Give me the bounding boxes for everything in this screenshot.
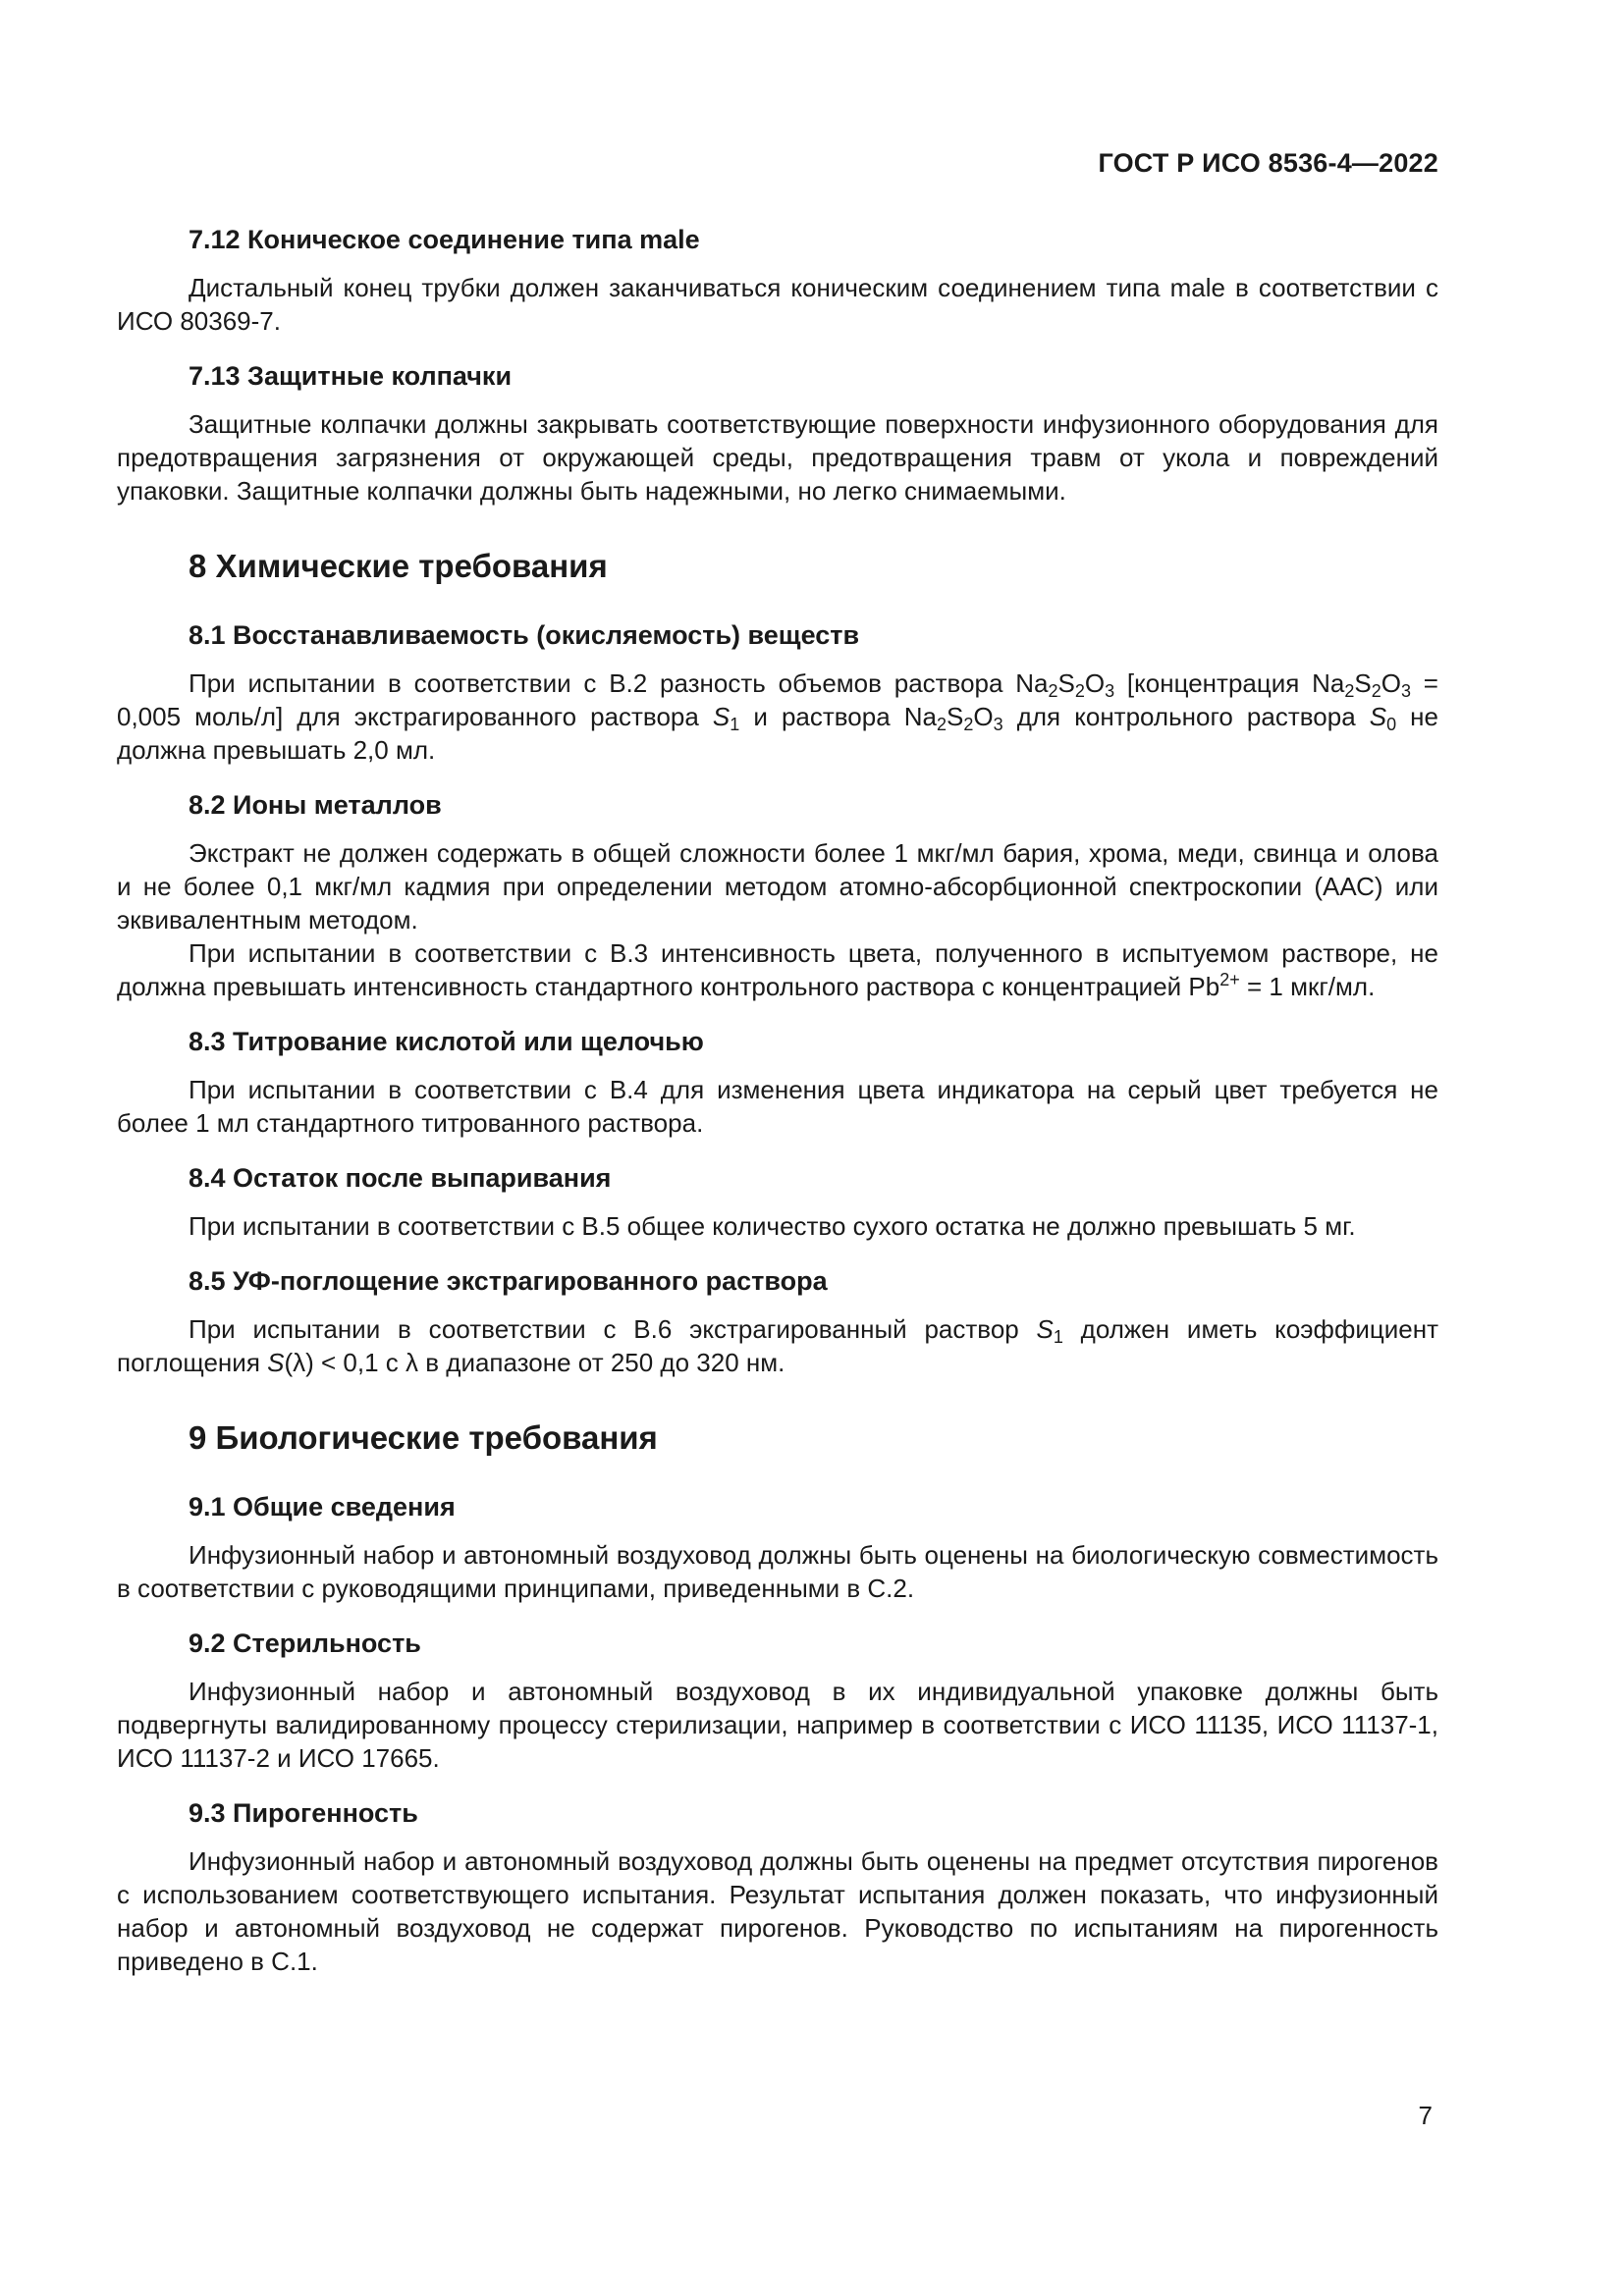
subsection-8-1-text: При испытании в соответствии с В.2 разность объемов раствора $Na_2S_2O_3$ [концентрация $Na_2S_2O_3 = 0,005$ моль/л] для экстрагированного раствора $S_1$ и раствора $Na_2S_2O_3$ для контрольного раствора $S_0$ не должна превышать 2,0 мл. xyxy=(117,668,1438,765)
subsection-7-12-text: Дистальный конец трубки должен заканчиваться коническим соединением типа male в соответствии с ИСО 80369-7. xyxy=(117,273,1438,336)
subsection-8-4-text: При испытании в соответствии с В.5 общее количество сухого остатка не должно превышать 5 мг. xyxy=(189,1211,1356,1241)
subsection-9-2-text: Инфузионный набор и автономный воздуховод в их индивидуальной упаковке должны быть подвергнуты валидированному процессу стерилизации, например в соответствии с ИСО 11135, ИСО 11137-1, ИСО 11137-2 и ИСО 17665. xyxy=(117,1677,1438,1773)
subsection-7-12-title: 7.12 Коническое соединение типа male xyxy=(189,225,700,254)
subsection-8-3-title: 8.3 Титрование кислотой или щелочью xyxy=(189,1027,704,1056)
subsection-8-2-text-1: Экстракт не должен содержать в общей сложности более 1 мкг/мл бария, хрома, меди, свинца и олова и не более 0,1 мкг/мл кадмия при определении методом атомно-абсорбционной спектроскопии (ААС) или эквивалентным методом. xyxy=(117,838,1438,934)
subsection-9-2-title: 9.2 Стерильность xyxy=(189,1629,421,1658)
subsection-8-2-title: 8.2 Ионы металлов xyxy=(189,790,442,820)
subsection-9-1-title: 9.1 Общие сведения xyxy=(189,1492,456,1522)
subsection-8-5-text: При испытании в соответствии с В.6 экстрагированный раствор $S_1$ должен иметь коэффициент поглощения S(λ) < 0,1 с λ в диапазоне от 250 до 320 нм. xyxy=(117,1314,1438,1377)
subsection-8-5-title: 8.5 УФ-поглощение экстрагированного раствора xyxy=(189,1266,828,1296)
subsection-8-3-text: При испытании в соответствии с В.4 для изменения цвета индикатора на серый цвет требуется не более 1 мл стандартного титрованного раствора. xyxy=(117,1075,1438,1138)
variable-s1: $S_1$ xyxy=(1036,1314,1063,1347)
page-number: 7 xyxy=(1418,2101,1433,2130)
subsection-8-1-title: 8.1 Восстанавливаемость (окисляемость) веществ xyxy=(189,620,860,650)
variable-s1: $S_1$ xyxy=(712,702,740,734)
formula-na2s2o3: $Na_2S_2O_3$ xyxy=(1015,668,1115,701)
subsection-8-2-text-2: При испытании в соответствии с В.3 интенсивность цвета, полученного в испытуемом растворе, не должна превышать интенсивность стандартного контрольного раствора с концентрацией $Pb^{2+} = 1$ мкг/мл. xyxy=(117,938,1438,1001)
variable-s0: $S_0$ xyxy=(1369,702,1397,734)
subsection-9-1-text: Инфузионный набор и автономный воздуховод должны быть оценены на биологическую совместимость в соответствии с руководящими принципами, приведенными в С.2. xyxy=(117,1540,1438,1603)
subsection-9-3-text: Инфузионный набор и автономный воздуховод должны быть оценены на предмет отсутствия пирогенов с использованием соответствующего испытания. Результат испытания должен показать, что инфузионный набор и автономный воздуховод не содержат пирогенов. Руководство по испытаниям на пирогенность приведено в С.1. xyxy=(117,1846,1438,1976)
formula-na2s2o3: $Na_2S_2O_3$ xyxy=(1312,668,1412,701)
formula-na2s2o3: $Na_2S_2O_3$ xyxy=(903,702,1003,734)
page-body xyxy=(117,224,1438,1978)
subsection-7-13-title: 7.13 Защитные колпачки xyxy=(189,361,513,391)
section-9-title: 9 Биологические требования xyxy=(189,1419,658,1456)
document-id-header: ГОСТ Р ИСО 8536-4—2022 xyxy=(1098,148,1438,178)
subsection-7-13-text: Защитные колпачки должны закрывать соответствующие поверхности инфузионного оборудования для предотвращения загрязнения от окружающей среды, предотвращения травм от укола и повреждений упаковки. Защитные колпачки должны быть надежными, но легко снимаемыми. xyxy=(117,409,1438,506)
subsection-8-4-title: 8.4 Остаток после выпаривания xyxy=(189,1163,612,1193)
section-8-title: 8 Химические требования xyxy=(189,548,608,584)
subsection-9-3-title: 9.3 Пирогенность xyxy=(189,1798,418,1828)
